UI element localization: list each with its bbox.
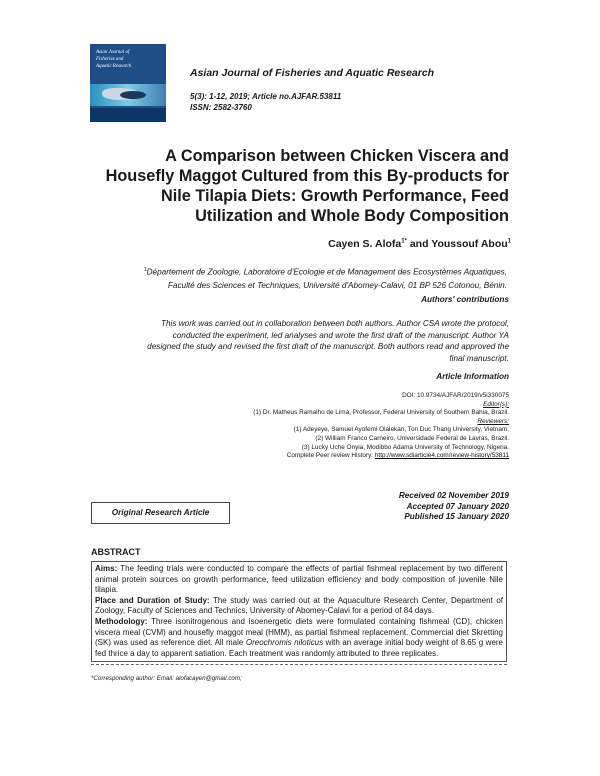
contrib-line: designed the study and revised the first draft of the manuscript. Both authors read and approved the (147, 342, 509, 351)
title-line: Nile Tilapia Diets: Growth Performance, Feed (160, 187, 509, 205)
footnote-divider (91, 664, 507, 665)
place-label: Place and Duration of Study: (95, 595, 210, 605)
abstract-place (95, 596, 503, 617)
published-date: Published 15 January 2020 (404, 512, 509, 521)
abstract-aims (95, 564, 503, 596)
received-date: Received 02 November 2019 (398, 491, 509, 500)
journal-name: Asian Journal of Fisheries and Aquatic Research (190, 67, 435, 79)
affil-mark: 1 (143, 267, 147, 273)
journal-issn: ISSN: 2582-3760 (190, 103, 252, 112)
abstract-heading: ABSTRACT (91, 547, 141, 557)
title-line: Housefly Maggot Cultured from this By-products for (105, 167, 509, 185)
method-text: with an average initial body weight of 8.65 g were fed thrice a day to apparent satiation. Each treatment was randomly attributed to three replicates. (95, 638, 504, 658)
doi: DOI: 10.9734/AJFAR/2019/v5i330075 (402, 392, 509, 399)
cover-footer (90, 108, 166, 122)
cover-text-line: Fisheries and (96, 57, 124, 62)
author-name: Cayen S. Alofa (328, 238, 402, 250)
method-text: Three isonitrogenous and isoenergetic diets were formulated containing fishmeal (CD), chicken viscera meal (CVM) and housefly maggot meal (HMM), as partial fishmeal replacement. Commercial diet Skretting (SK) was used as reference diet. All male (95, 616, 503, 648)
contributions-heading: Authors' contributions (421, 295, 509, 304)
corresponding-author-footnote: *Corresponding author: Email: alofacayen@gmail.com; (91, 675, 242, 682)
contrib-line: final manuscript. (449, 353, 509, 363)
affil-line: Département de Zoologie, Laboratoire d'Ecologie et de Management des Ecosystèmes Aquatiques, (146, 267, 507, 277)
editor: (1) Dr. Matheus Ramalho de Lima, Professor, Federal University of Southern Bahia, Brazil. (253, 409, 509, 417)
cover-fish (120, 91, 146, 99)
editor-label: Editor(s): (483, 400, 509, 408)
paper-title (69, 146, 509, 226)
affil-line: Faculté des Sciences et Techniques, Université d'Abomey-Calavi, 01 BP 526 Cotonou, Bénin. (167, 280, 507, 290)
cover-text-line: Asian Journal of (96, 50, 130, 55)
history-label: Complete Peer review History: (286, 452, 375, 460)
author-name: Youssouf Abou (431, 238, 508, 250)
reviewers-label: Reviewers: (477, 417, 509, 425)
abstract-box (91, 561, 507, 662)
review-history-link[interactable]: http://www.sdiarticle4.com/review-history/53811 (374, 452, 509, 460)
author-affil-mark: 1 (507, 238, 511, 245)
reviewer: (1) Adeyeye, Samuel Ayofemi Olalekan, Ton Duc Thang University, Vietnam. (293, 426, 509, 434)
contrib-line: This work was carried out in collaboration between both authors. Author CSA wrote the protocol, (161, 319, 509, 328)
article-info (89, 392, 509, 461)
species-name: Oreochromis niloticus (245, 638, 324, 648)
reviewer: (2) William Franco Carneiro, Universidade Federal de Lavras, Brazil. (315, 434, 509, 442)
contrib-line: conducted the experiment, led analyses and wrote the first draft of the manuscript. Author YA (172, 330, 509, 340)
journal-citation: 5(3): 1-12, 2019; Article no.AJFAR.53811 (190, 92, 342, 101)
accepted-date: Accepted 07 January 2020 (406, 501, 509, 511)
aims-text: The feeding trials were conducted to compare the effects of partial fishmeal replacement by two different animal protein sources on growth performance, feed utilization efficiency and body composition of juvenile Nile tilapia. (95, 564, 503, 595)
abstract-methodology (95, 617, 503, 659)
reviewer: (3) Lucky Uche Onyia, Modibbo Adama University of Technology, Nigeria. (301, 443, 509, 451)
method-label: Methodology: (95, 616, 148, 626)
aims-label: Aims: (95, 564, 118, 573)
journal-cover-image (90, 44, 166, 122)
author-list (328, 238, 511, 250)
author-affil-mark: 1* (401, 238, 407, 245)
title-line: Utilization and Whole Body Composition (195, 207, 509, 225)
publication-dates (399, 491, 509, 523)
article-info-heading: Article Information (436, 372, 509, 381)
article-type-badge: Original Research Article (91, 502, 230, 524)
place-text: The study was carried out at the Aquaculture Research Center, Department of Zoology, Faculty of Sciences and Technics, University of Abomey-Calavi for a period of 84 days. (95, 595, 503, 616)
contributions-text (29, 318, 509, 364)
affiliation (37, 264, 507, 292)
author-conjunction: and (406, 238, 432, 250)
title-line: A Comparison between Chicken Viscera and (165, 147, 509, 165)
cover-text-line: Aquatic Research (96, 64, 132, 69)
